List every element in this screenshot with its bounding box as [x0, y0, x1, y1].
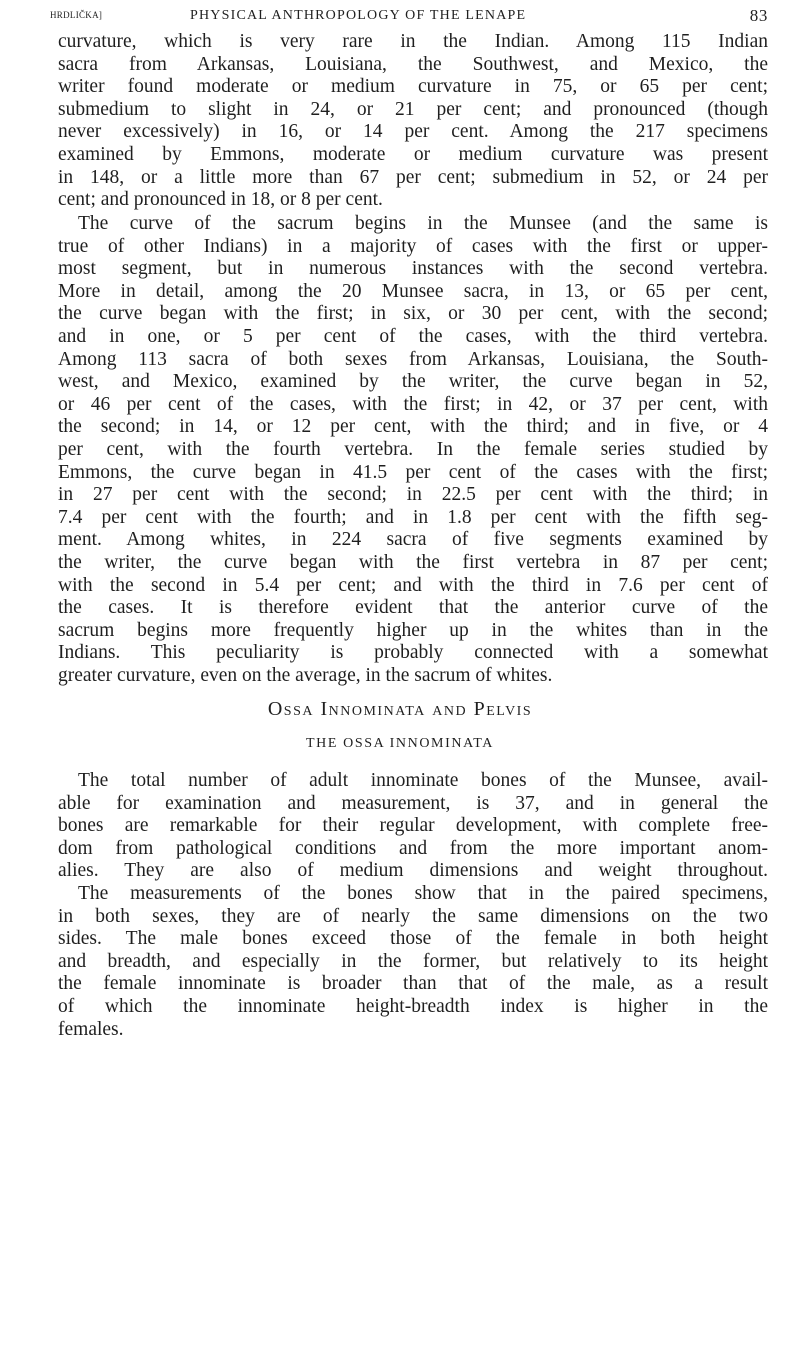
text-line: bones are remarkable for their regular development, with complete free-	[58, 815, 768, 837]
text-line: the second; in 14, or 12 per cent, with the third; and in five, or 4	[58, 416, 768, 438]
text-line: More in detail, among the 20 Munsee sacra, in 13, or 65 per cent,	[58, 280, 768, 302]
text-line: sacrum begins more frequently higher up in the whites than in the	[58, 619, 768, 641]
paragraph-innominate	[58, 770, 768, 1041]
text-line: greater curvature, even on the average, in the sacrum of whites.	[58, 664, 553, 686]
text-line: or 46 per cent of the cases, with the first; in 42, or 37 per cent, with	[58, 393, 768, 415]
text-line: dom from pathological conditions and from the more important anom-	[58, 837, 768, 859]
paragraph-curvature	[58, 31, 768, 212]
section-subheading: THE OSSA INNOMINATA	[306, 736, 494, 751]
text-line: cent; and pronounced in 18, or 8 per cent.	[58, 189, 383, 211]
running-head-author: HRDLIČKA]	[50, 10, 103, 20]
text-line: able for examination and measurement, is 37, and in general the	[58, 792, 768, 814]
running-head	[50, 8, 768, 30]
text-line: the female innominate is broader than that of the male, as a result	[58, 973, 768, 995]
text-line: examined by Emmons, moderate or medium curvature was present	[58, 143, 768, 165]
text-line: most segment, but in numerous instances with the second vertebra.	[58, 258, 768, 280]
text-line: writer found moderate or medium curvature in 75, or 65 per cent;	[58, 76, 768, 98]
text-line: west, and Mexico, examined by the writer, the curve began in 52,	[58, 371, 768, 393]
text-line: 7.4 per cent with the fourth; and in 1.8 per cent with the fifth seg-	[58, 506, 768, 528]
text-line: The measurements of the bones show that in the paired specimens,	[78, 882, 768, 904]
page-number: 83	[749, 6, 768, 25]
text-line: in 148, or a little more than 67 per cent; submedium in 52, or 24 per	[58, 166, 768, 188]
text-line: of which the innominate height-breadth index is higher in the	[58, 995, 768, 1017]
text-line: The curve of the sacrum begins in the Munsee (and the same is	[78, 213, 768, 234]
text-line: and breadth, and especially in the former, but relatively to its height	[58, 950, 768, 972]
text-line: true of other Indians) in a majority of cases with the first or upper-	[58, 235, 768, 257]
text-line: Among 113 sacra of both sexes from Arkansas, Louisiana, the South-	[58, 348, 768, 370]
running-head-title: PHYSICAL ANTHROPOLOGY OF THE LENAPE	[190, 8, 527, 23]
text-line: in 27 per cent with the second; in 22.5 per cent with the third; in	[58, 484, 768, 506]
text-line: and in one, or 5 per cent of the cases, with the third vertebra.	[58, 325, 768, 347]
text-line: submedium to slight in 24, or 21 per cent; and pronounced (though	[58, 98, 768, 120]
text-line: the cases. It is therefore evident that the anterior curve of the	[58, 597, 768, 619]
paragraph-sacrum-curve	[58, 213, 768, 687]
text-line: Emmons, the curve began in 41.5 per cent of the cases with the first;	[58, 461, 768, 483]
text-line: the writer, the curve began with the first vertebra in 87 per cent;	[58, 551, 768, 573]
text-line: sides. The male bones exceed those of the female in both height	[58, 928, 768, 950]
text-line: with the second in 5.4 per cent; and with the third in 7.6 per cent of	[58, 574, 768, 596]
section-heading: Ossa Innominata and Pelvis	[267, 698, 533, 720]
text-line: curvature, which is very rare in the Indian. Among 115 Indian	[58, 31, 768, 52]
text-line: Indians. This peculiarity is probably connected with a somewhat	[58, 642, 768, 664]
text-line: alies. They are also of medium dimensions and weight throughout.	[58, 860, 768, 882]
text-line: the curve began with the first; in six, or 30 per cent, with the second;	[58, 303, 768, 325]
text-line: ment. Among whites, in 224 sacra of five segments examined by	[58, 529, 768, 551]
text-line: sacra from Arkansas, Louisiana, the Southwest, and Mexico, the	[58, 53, 768, 75]
text-line: in both sexes, they are of nearly the same dimensions on the two	[58, 905, 768, 927]
text-line: never excessively) in 16, or 14 per cent. Among the 217 specimens	[58, 121, 768, 143]
text-line: per cent, with the fourth vertebra. In the female series studied by	[58, 438, 768, 460]
text-line: females.	[58, 1018, 124, 1040]
text-line: The total number of adult innominate bones of the Munsee, avail-	[78, 770, 768, 791]
